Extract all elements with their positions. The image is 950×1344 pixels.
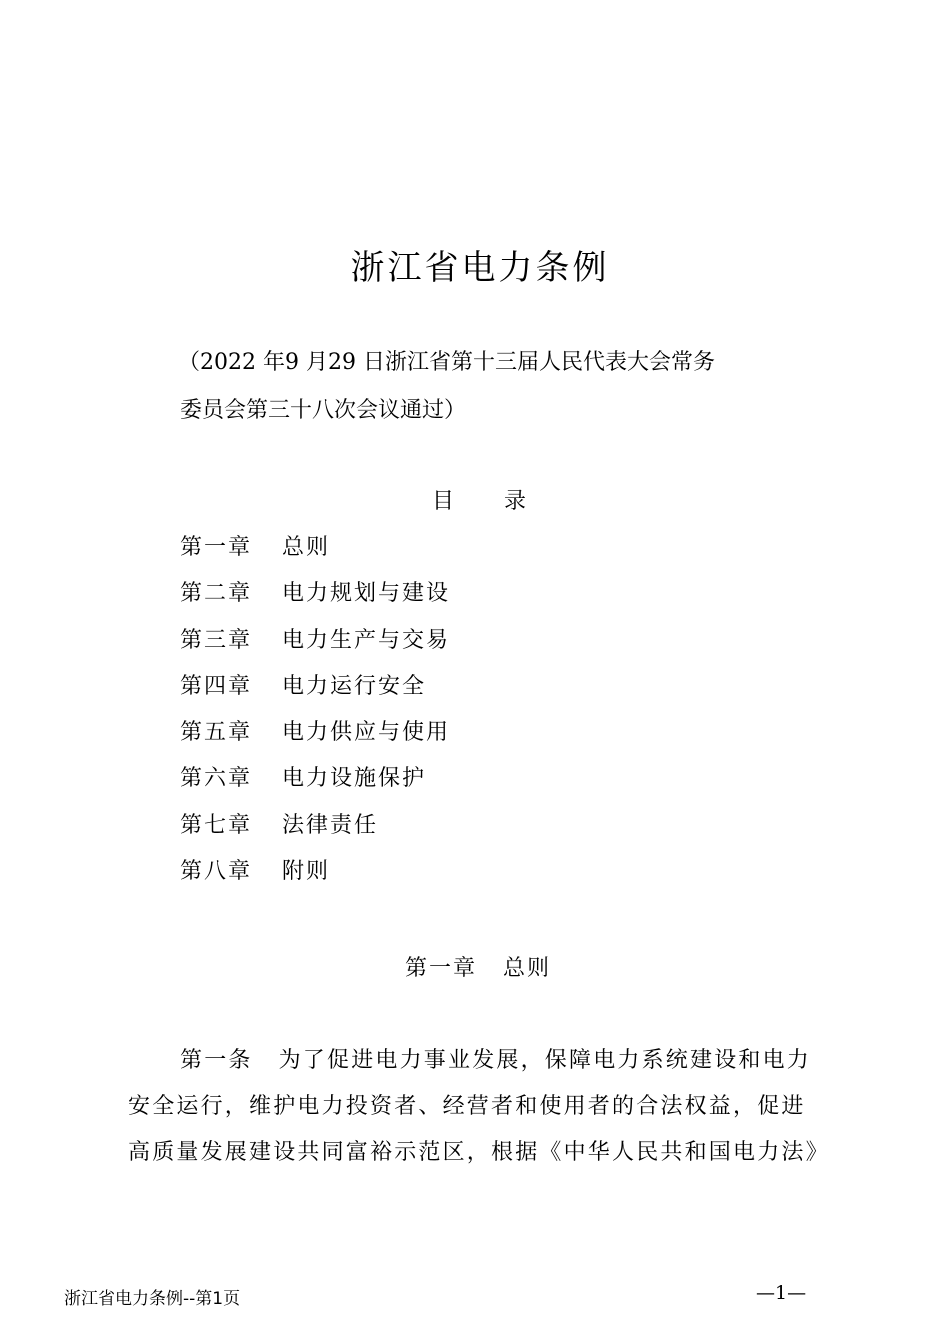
article-line-2: 安全运行，维护电力投资者、经营者和使用者的合法权益，促进 bbox=[128, 1094, 806, 1119]
adoption-note-line-2: 委员会第三十八次会议通过） bbox=[180, 398, 467, 423]
document-title: 浙江省电力条例 bbox=[350, 248, 610, 288]
toc-item-number: 第三章 bbox=[180, 627, 253, 653]
toc-item-title: 电力供应与使用 bbox=[282, 720, 451, 746]
toc-heading-left: 目 bbox=[432, 489, 455, 514]
toc-item-number: 第二章 bbox=[180, 581, 253, 607]
toc-item-number: 第七章 bbox=[180, 812, 253, 838]
toc-item bbox=[180, 718, 450, 764]
adoption-note-line-1: （2022 年9 月29 日浙江省第十三届人民代表大会常务 bbox=[178, 350, 715, 375]
chapter-title: 总则 bbox=[503, 956, 552, 981]
article-text-1: 为了促进电力事业发展，保障电力系统建设和电力 bbox=[278, 1048, 812, 1073]
toc-item-title: 电力规划与建设 bbox=[282, 581, 451, 607]
article-line-1 bbox=[180, 1046, 835, 1076]
toc-item-title: 电力生产与交易 bbox=[282, 627, 451, 653]
toc-heading-right: 录 bbox=[504, 489, 527, 514]
chapter-number: 第一章 bbox=[405, 956, 478, 981]
toc-item bbox=[180, 811, 450, 857]
toc-item bbox=[180, 672, 450, 718]
footer-document-label: 浙江省电力条例--第1页 bbox=[64, 1289, 241, 1309]
toc-item-number: 第八章 bbox=[180, 859, 253, 885]
toc-item bbox=[180, 579, 450, 625]
toc-item-number: 第一章 bbox=[180, 535, 253, 560]
toc-item-title: 法律责任 bbox=[282, 812, 379, 838]
table-of-contents bbox=[180, 533, 450, 903]
toc-item-number: 第六章 bbox=[180, 766, 253, 792]
article-number: 第一条 bbox=[180, 1048, 253, 1073]
toc-item-title: 电力运行安全 bbox=[282, 673, 427, 699]
toc-item bbox=[180, 626, 450, 672]
toc-item bbox=[180, 764, 450, 810]
toc-item-title: 附则 bbox=[282, 859, 331, 885]
chapter-heading bbox=[405, 954, 551, 984]
toc-item-title: 总则 bbox=[282, 535, 331, 560]
toc-item bbox=[180, 857, 450, 903]
toc-heading bbox=[432, 487, 526, 517]
toc-item-number: 第五章 bbox=[180, 720, 253, 746]
page-number: —1— bbox=[756, 1282, 807, 1304]
toc-item bbox=[180, 533, 450, 579]
toc-item-title: 电力设施保护 bbox=[282, 766, 427, 792]
toc-item-number: 第四章 bbox=[180, 673, 253, 699]
article-line-3: 高质量发展建设共同富裕示范区，根据《中华人民共和国电力法》 bbox=[128, 1140, 830, 1165]
